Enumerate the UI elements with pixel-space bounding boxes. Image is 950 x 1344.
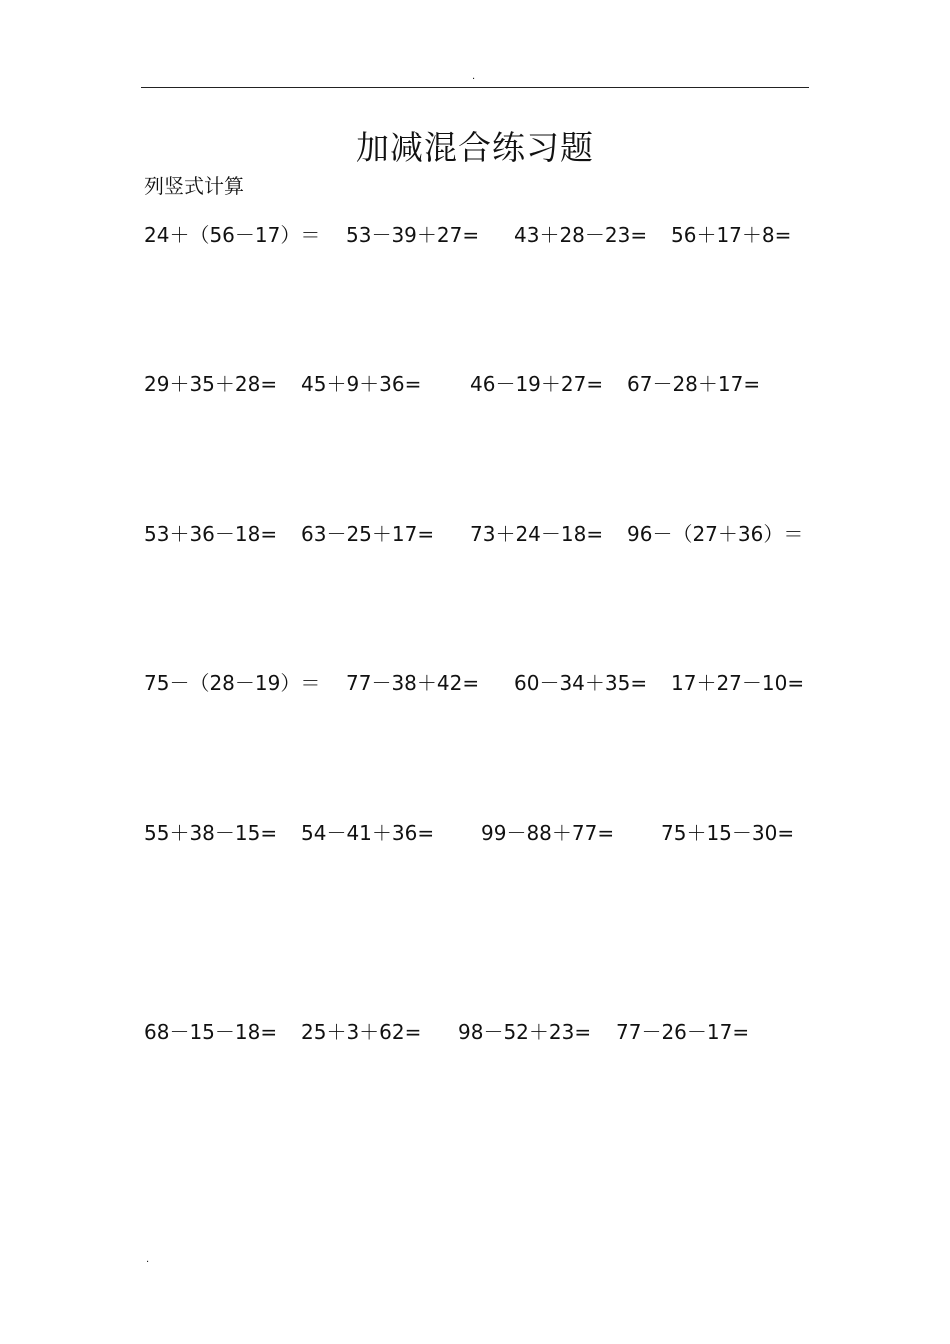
problem-2-3: 46－19＋27= xyxy=(470,372,604,396)
problem-4-4: 17＋27－10= xyxy=(671,671,805,695)
problem-6-2: 25＋3＋62= xyxy=(301,1020,422,1044)
problem-4-1: 75－（28－19）＝ xyxy=(144,671,321,695)
problem-4-2: 77－38＋42= xyxy=(346,671,480,695)
problem-1-1: 24＋（56－17）＝ xyxy=(144,223,321,247)
problem-5-1: 55＋38－15= xyxy=(144,821,278,845)
page-title: 加减混合练习题 xyxy=(356,128,594,168)
problem-3-1: 53＋36－18= xyxy=(144,522,278,546)
section-heading: 列竖式计算 xyxy=(144,174,244,198)
problem-5-2: 54－41＋36= xyxy=(301,821,435,845)
problem-2-2: 45＋9＋36= xyxy=(301,372,422,396)
problem-1-2: 53－39＋27= xyxy=(346,223,480,247)
problem-3-4: 96－（27＋36）＝ xyxy=(627,522,804,546)
problem-3-2: 63－25＋17= xyxy=(301,522,435,546)
problem-6-3: 98－52＋23= xyxy=(458,1020,592,1044)
problem-6-4: 77－26－17= xyxy=(616,1020,750,1044)
problem-1-4: 56＋17＋8= xyxy=(671,223,792,247)
problem-4-3: 60－34＋35= xyxy=(514,671,648,695)
problem-5-3: 99－88＋77= xyxy=(481,821,615,845)
problem-3-3: 73＋24－18= xyxy=(470,522,604,546)
problem-2-1: 29＋35＋28= xyxy=(144,372,278,396)
problem-6-1: 68－15－18= xyxy=(144,1020,278,1044)
header-mark: . xyxy=(472,71,476,82)
header-rule xyxy=(141,87,809,88)
problem-1-3: 43＋28－23= xyxy=(514,223,648,247)
footer-mark: . xyxy=(146,1254,150,1265)
problem-2-4: 67－28＋17= xyxy=(627,372,761,396)
problem-5-4: 75＋15－30= xyxy=(661,821,795,845)
